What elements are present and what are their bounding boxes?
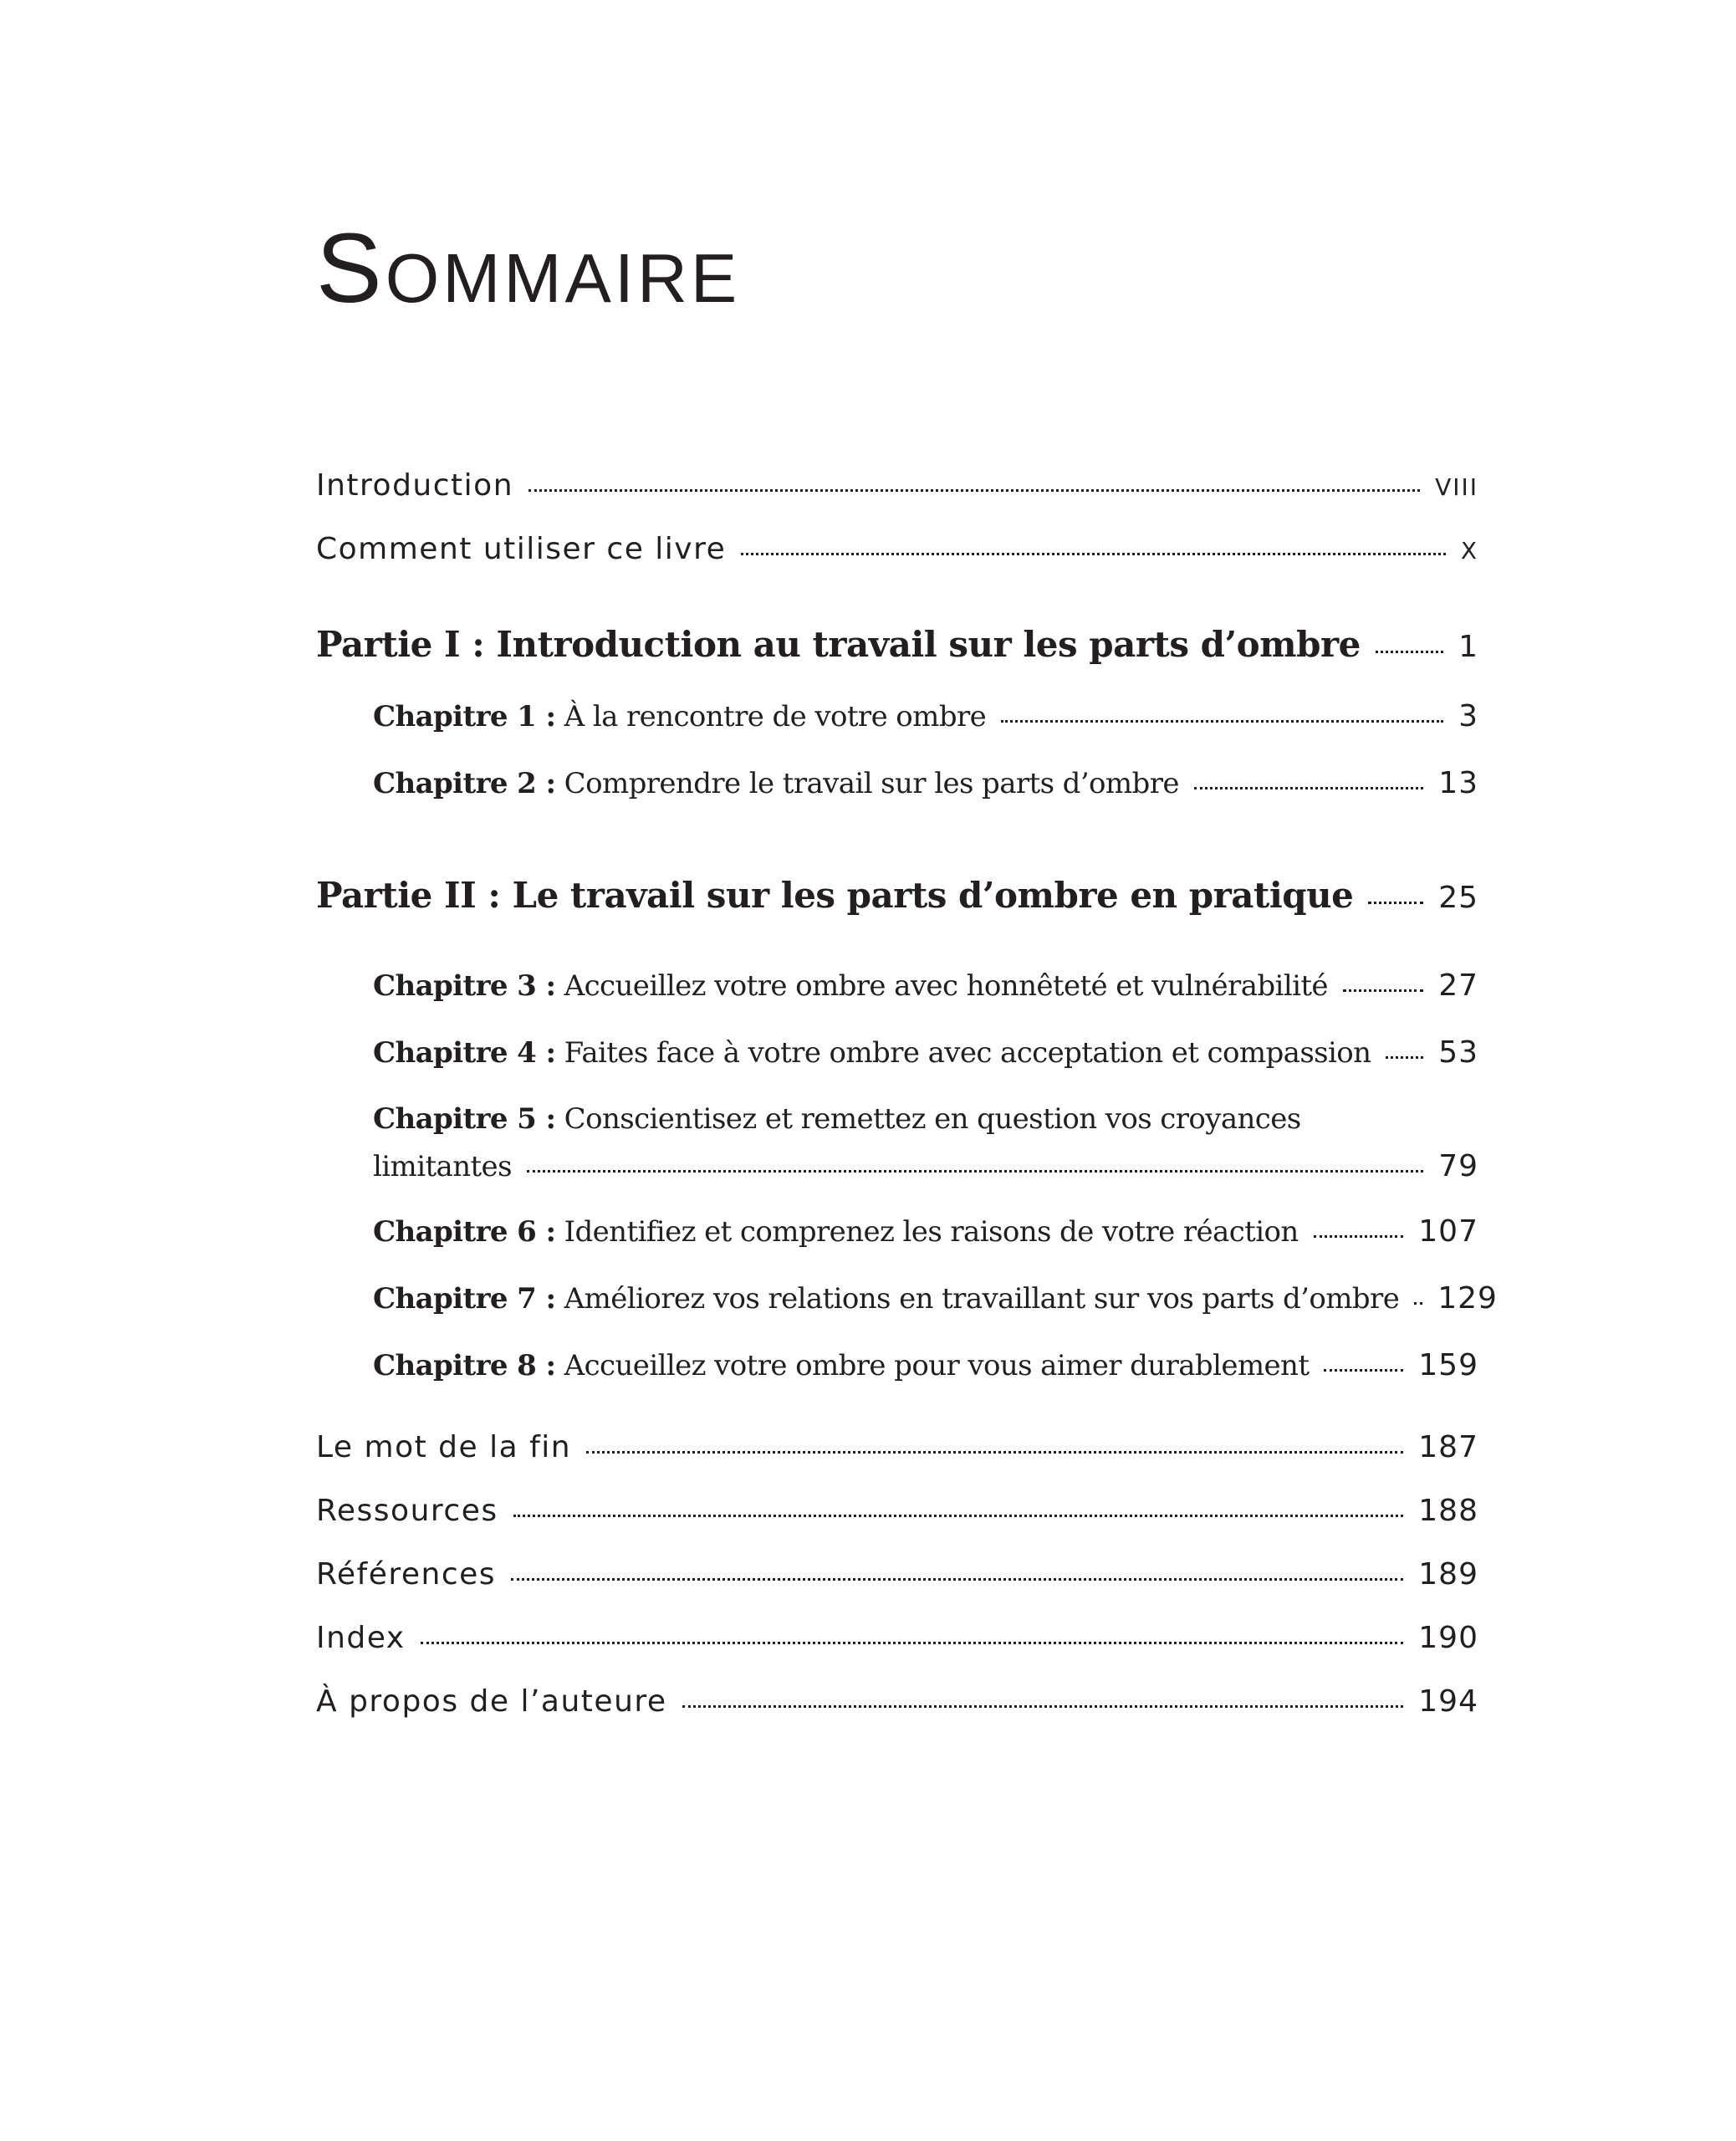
dot-leader xyxy=(1414,1302,1422,1305)
dot-leader xyxy=(1368,902,1423,904)
toc-chapter-8[interactable] xyxy=(373,1348,1478,1382)
toc-entry-ressources[interactable] xyxy=(316,1494,1478,1528)
toc-entry-label: Index xyxy=(316,1621,406,1655)
toc-chapter-5-line-1[interactable] xyxy=(373,1102,1301,1136)
toc-page-number: 25 xyxy=(1438,881,1478,915)
toc-part-1[interactable] xyxy=(316,624,1478,665)
toc-chapter-text xyxy=(373,1036,1371,1070)
toc-page-number: X xyxy=(1460,537,1478,565)
toc-chapter-label: Chapitre 2 : xyxy=(373,767,556,800)
toc-page-number: 188 xyxy=(1418,1494,1478,1528)
toc-chapter-label: Chapitre 6 : xyxy=(373,1215,556,1249)
toc-chapter-text xyxy=(373,1349,1309,1382)
toc-page-number: 129 xyxy=(1437,1281,1498,1316)
toc-chapter-label: Chapitre 3 : xyxy=(373,969,556,1003)
toc-chapter-7[interactable] xyxy=(373,1281,1498,1316)
toc-entry-label: Le mot de la fin xyxy=(316,1430,572,1464)
dot-leader xyxy=(1343,989,1423,992)
page-title: Sommaire xyxy=(316,213,741,324)
toc-entry-mot-de-la-fin[interactable] xyxy=(316,1430,1478,1464)
toc-chapter-6[interactable] xyxy=(373,1214,1478,1249)
toc-chapter-title-cont: limitantes xyxy=(373,1150,512,1183)
toc-entry-references[interactable] xyxy=(316,1557,1478,1592)
toc-entry-a-propos[interactable] xyxy=(316,1684,1478,1719)
toc-chapter-title: Accueillez votre ombre pour vous aimer durablement xyxy=(564,1349,1310,1382)
toc-chapter-title: Comprendre le travail sur les parts d’ombre xyxy=(564,767,1179,800)
toc-entry-label: Ressources xyxy=(316,1494,498,1528)
toc-part-2[interactable] xyxy=(316,875,1478,916)
toc-chapter-label: Chapitre 4 : xyxy=(373,1036,556,1070)
toc-chapter-3[interactable] xyxy=(373,968,1478,1003)
toc-chapter-4[interactable] xyxy=(373,1035,1478,1070)
toc-chapter-text xyxy=(373,767,1179,800)
toc-chapter-label: Chapitre 5 : xyxy=(373,1102,556,1136)
toc-page-number: 79 xyxy=(1438,1149,1478,1183)
dot-leader xyxy=(528,489,1420,492)
dot-leader xyxy=(1376,651,1443,653)
toc-chapter-label: Chapitre 8 : xyxy=(373,1349,556,1382)
toc-chapter-title: Conscientisez et remettez en question vos croyances xyxy=(564,1102,1301,1136)
toc-page-number: 53 xyxy=(1438,1035,1478,1070)
toc-chapter-text xyxy=(373,1282,1399,1316)
toc-page-number: 1 xyxy=(1458,630,1478,664)
toc-chapter-text xyxy=(373,700,986,733)
toc-page-number: 107 xyxy=(1418,1214,1478,1249)
toc-part-label: Partie II : Le travail sur les parts d’ombre en pratique xyxy=(316,875,1354,916)
dot-leader xyxy=(1194,787,1423,789)
toc-chapter-title: Faites face à votre ombre avec acceptation et compassion xyxy=(564,1036,1371,1070)
toc-entry-label: À propos de l’auteure xyxy=(316,1684,667,1719)
toc-entry-label: Références xyxy=(316,1557,497,1592)
dot-leader xyxy=(511,1578,1403,1581)
dot-leader xyxy=(1314,1235,1404,1238)
toc-chapter-1[interactable] xyxy=(373,699,1478,733)
dot-leader xyxy=(1001,720,1443,723)
toc-entry-label: Introduction xyxy=(316,468,514,503)
dot-leader xyxy=(1324,1369,1403,1372)
toc-chapter-title: Accueillez votre ombre avec honnêteté et vulnérabilité xyxy=(564,969,1328,1003)
toc-page-number: 13 xyxy=(1438,766,1478,800)
toc-page-number: 190 xyxy=(1418,1621,1478,1655)
dot-leader xyxy=(513,1515,1404,1517)
toc-chapter-title: Améliorez vos relations en travaillant sur vos parts d’ombre xyxy=(564,1282,1400,1316)
toc-page-number: 189 xyxy=(1418,1557,1478,1592)
dot-leader xyxy=(741,553,1446,555)
toc-chapter-title: Identifiez et comprenez les raisons de votre réaction xyxy=(564,1215,1299,1249)
toc-entry-comment-utiliser[interactable] xyxy=(316,532,1478,566)
dot-leader xyxy=(421,1642,1404,1644)
toc-part-label: Partie I : Introduction au travail sur les parts d’ombre xyxy=(316,624,1361,665)
toc-chapter-label: Chapitre 7 : xyxy=(373,1282,556,1316)
toc-page-number: 187 xyxy=(1418,1430,1478,1464)
toc-chapter-2[interactable] xyxy=(373,766,1478,800)
dot-leader xyxy=(1386,1056,1423,1059)
toc-chapter-title: À la rencontre de votre ombre xyxy=(564,700,987,733)
toc-chapter-5[interactable] xyxy=(373,1149,1478,1183)
toc-chapter-text xyxy=(373,1215,1299,1249)
toc-page-number: VIII xyxy=(1435,473,1478,501)
toc-chapter-label: Chapitre 1 : xyxy=(373,700,556,733)
toc-chapter-text xyxy=(373,969,1328,1003)
toc-page-number: 159 xyxy=(1418,1348,1478,1382)
dot-leader xyxy=(527,1170,1423,1173)
toc-entry-index[interactable] xyxy=(316,1621,1478,1655)
toc-page-number: 194 xyxy=(1418,1684,1478,1719)
dot-leader xyxy=(682,1705,1404,1708)
toc-entry-introduction[interactable] xyxy=(316,468,1478,503)
dot-leader xyxy=(586,1451,1403,1454)
toc-entry-label: Comment utiliser ce livre xyxy=(316,532,727,566)
toc-page-number: 27 xyxy=(1438,968,1478,1003)
toc-page-number: 3 xyxy=(1458,699,1478,733)
